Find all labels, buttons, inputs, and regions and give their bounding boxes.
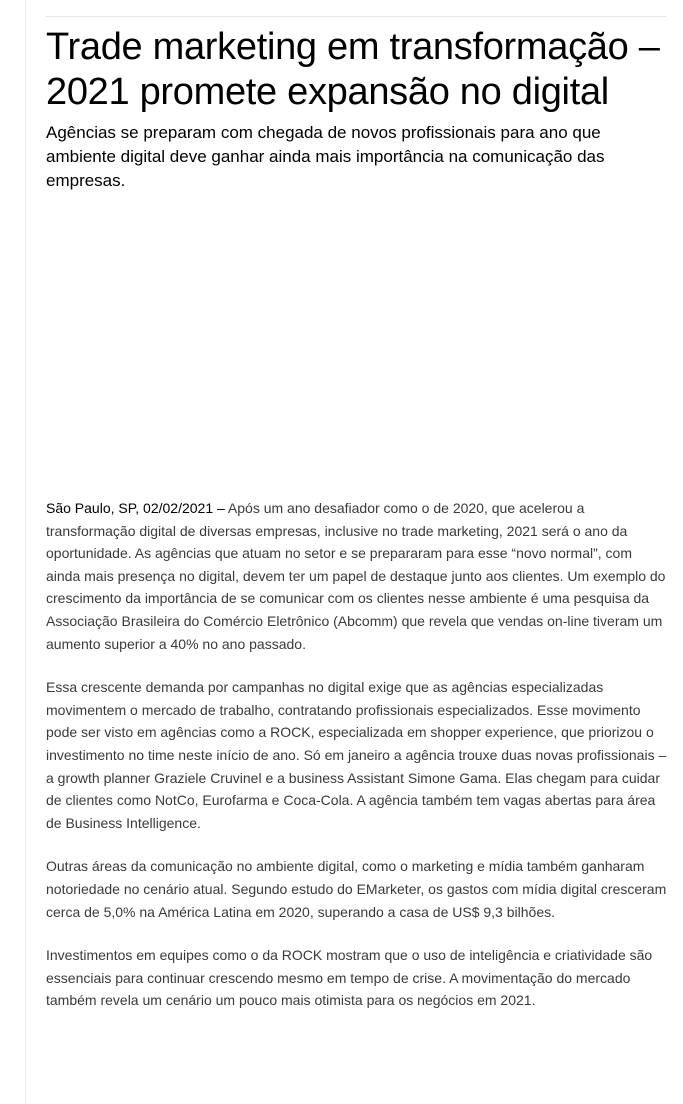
article-body: [46, 497, 668, 1012]
article-paragraph-3: Outras áreas da comunicação no ambiente digital, como o marketing e mídia também ganharam notoriedade no cenário atual. Segundo estudo do EMarketer, os gastos com mídia digital cresceram cerca de 5,0% na América Latina em 2020, superando a casa de US$ 9,3 bilhões.: [46, 858, 667, 920]
top-divider: [46, 16, 666, 17]
article-paragraph-1: [46, 497, 668, 655]
media-placeholder: [46, 193, 668, 497]
article-paragraph-2: Essa crescente demanda por campanhas no digital exige que as agências especializadas movimentem o mercado de trabalho, contratando profissionais especializados. Esse movimento pode ser visto em agências como a ROCK, especializada em shopper experience, que priorizou o investimento no time neste início de ano. Só em janeiro a agência trouxe duas novas profissionais – a growth planner Graziele Cruvinel e a business Assistant Simone Gama. Elas chegam para cuidar de clientes como NotCo, Eurofarma e Coca-Cola. A agência também tem vagas abertas para área de Business Intelligence.: [46, 679, 667, 831]
paragraph-text: Após um ano desafiador como o de 2020, que acelerou a transformação digital de diversas empresas, inclusive no trade marketing, 2021 será o ano da oportunidade. As agências que atuam no setor e se prepararam para esse “novo normal”, com ainda mais presença no digital, devem ter um papel de destaque junto aos clientes. Um exemplo do crescimento da importância de se comunicar com os clientes nesse ambiente é uma pesquisa da Associação Brasileira do Comércio Eletrônico (Abcomm) que revela que vendas on-line tiveram um aumento superior a 40% no ano passado.: [46, 500, 666, 652]
news-article: [46, 25, 668, 1033]
article-paragraph-4: Investimentos em equipes como o da ROCK mostram que o uso de inteligência e criatividade são essenciais para continuar crescendo mesmo em tempo de crise. A movimentação do mercado também revela um cenário um pouco mais otimista para os negócios em 2021.: [46, 947, 653, 1009]
article-dateline: São Paulo, SP, 02/02/2021 –: [46, 500, 228, 516]
article-headline: Trade marketing em transformação – 2021 promete expansão no digital: [46, 26, 660, 113]
left-border: [25, 0, 26, 1104]
article-subheadline: Agências se preparam com chegada de novos profissionais para ano que ambiente digital deve ganhar ainda mais importância na comunicação das empresas.: [46, 123, 605, 190]
